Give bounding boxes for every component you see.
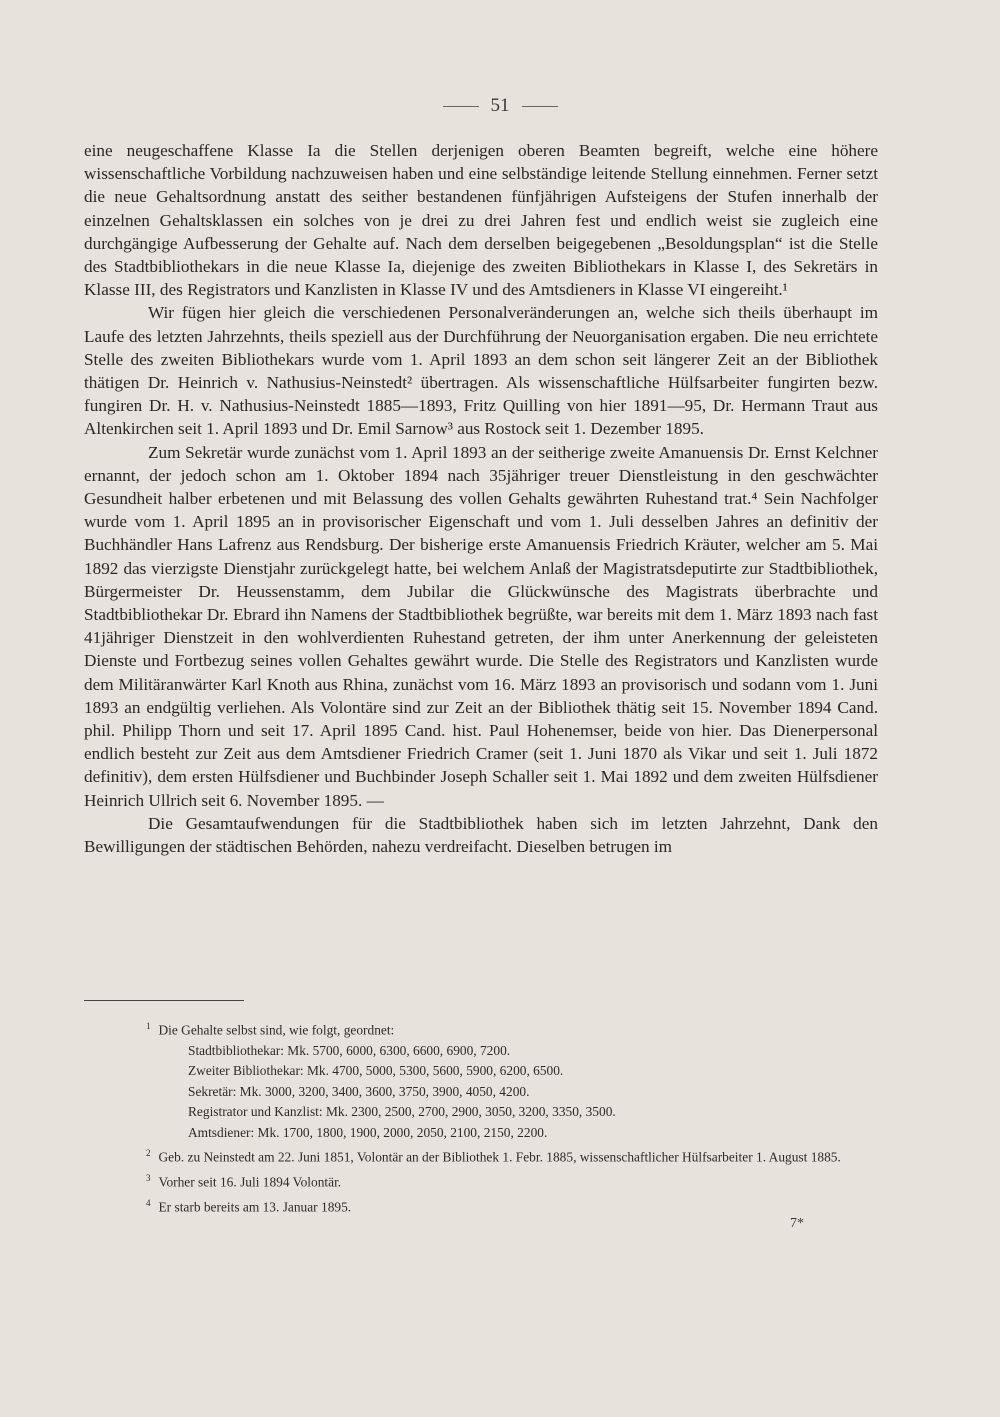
signature-mark: 7* [790,1216,804,1231]
paragraph-2: Wir fügen hier gleich die verschiedenen Personalveränderungen an, welche sich theils überhaupt im Laufe des letzten Jahrzehnts, theils speziell aus der Durchführung der Neuorganisation ergaben. Die neu errichtete Stelle des zweiten Bibliothekars wurde vom 1. April 1893 an dem schon seit längerer Zeit an der Bibliothek thätigen Dr. Heinrich v. Nathusius-Neinstedt² übertragen. Als wissenschaftliche Hülfsarbeiter fungirten bezw. fungiren Dr. H. v. Nathusius-Neinstedt 1885—1893, Fritz Quilling von hier 1891—95, Dr. Hermann Traut aus Altenkirchen seit 1. April 1893 und Dr. Emil Sarnow³ aus Rostock seit 1. Dezember 1895. [84,303,878,439]
header-dash-right [522,106,558,107]
footnote-1-intro: Die Gehalte selbst sind, wie folgt, geordnet: [158,1022,395,1038]
footnote-2 [84,1143,884,1168]
footnotes [84,1016,884,1218]
page-number: 51 [490,95,510,116]
salary-line: Registrator und Kanzlist: Mk. 2300, 2500, 2700, 2900, 3050, 3200, 3350, 3500. [188,1104,616,1120]
footnote-1-mark: 1 [146,1021,151,1031]
footnote-rule [84,1000,244,1001]
footnote-4 [84,1193,884,1218]
footnote-2-mark: 2 [146,1148,151,1159]
footnote-1 [84,1016,884,1041]
paragraph-1: eine neugeschaffene Klasse Ia die Stellen derjenigen oberen Beamten begreift, welche eine höhere wissenschaftliche Vorbildung nachzuweisen haben und eine selbständige leitende Stellung einnehmen. Ferner setzt die neue Gehaltsordnung anstatt des seither bestandenen fünfjährigen Aufsteigens der Stufen innerhalb der einzelnen Gehaltsklassen ein solches von je drei zu drei Jahren fest und endlich weist sie zugleich eine durchgängige Aufbesserung der Gehalte auf. Nach dem derselben beigegebenen „Besoldungsplan“ ist die Stelle des Stadtbibliothekars in die neue Klasse Ia, diejenige des zweiten Bibliothekars in Klasse I, des Sekretärs in Klasse III, des Registrators und Kanzlisten in Klasse IV und des Amtsdieners in Klasse VI eingereiht.¹ [84,141,878,300]
paragraph-3: Zum Sekretär wurde zunächst vom 1. April 1893 an der seitherige zweite Amanuensis Dr. Ernst Kelchner ernannt, der jedoch schon am 1. Oktober 1894 nach 35jähriger treuer Dienstleistung in den geschwächter Gesundheit halber erbetenen und mit Belassung des vollen Gehalts gewährten Ruhestand trat.⁴ Sein Nachfolger wurde vom 1. April 1895 an in provisorischer Eigenschaft und vom 1. Juli desselben Jahres an definitiv der Buchhändler Hans Lafrenz aus Rendsburg. Der bisherige erste Amanuensis Friedrich Kräuter, welcher am 5. Mai 1892 das vierzigste Dienstjahr zurückgelegt hatte, bei welchem Anlaß der Magistratsdeputirte zur Stadtbibliothek, Bürgermeister Dr. Heussenstamm, dem Jubilar die Glückwünsche des Magistrats überbrachte und Stadtbibliothekar Dr. Ebrard ihn Namens der Stadtbibliothek begrüßte, war bereits mit dem 1. März 1893 nach fast 41jähriger Dienstzeit in den wohlverdienten Ruhestand getreten, der ihm unter Anerkennung der geleisteten Dienste und Fortbezug seines vollen Gehaltes gewährt wurde. Die Stelle des Registrators und Kanzlisten wurde dem Militäranwärter Karl Knoth aus Rhina, zunächst vom 16. März 1893 an provisorisch und sodann vom 1. Juni 1893 an endgültig verliehen. Als Volontäre sind zur Zeit an der Bibliothek thätig seit 15. November 1894 Cand. phil. Philipp Thorn und seit 17. April 1895 Cand. hist. Paul Hohenemser, beide von hier. Das Dienerpersonal endlich besteht zur Zeit aus dem Amtsdiener Friedrich Cramer (seit 1. Juni 1870 als Vikar und seit 1. Juli 1872 definitiv), dem ersten Hülfsdiener und Buchbinder Joseph Schaller seit 1. Mai 1892 und dem zweiten Hülfsdiener Heinrich Ullrich seit 6. November 1895. — [84,442,878,810]
page-header [0,95,1000,117]
header-dash-left [443,106,479,107]
salary-line: Stadtbibliothekar: Mk. 5700, 6000, 6300, 6600, 6900, 7200. [188,1042,511,1058]
footnote-3 [84,1168,884,1193]
body-text [84,139,878,858]
salary-line: Zweiter Bibliothekar: Mk. 4700, 5000, 5300, 5600, 5900, 6200, 6500. [188,1063,564,1079]
footnote-4-text: Er starb bereits am 13. Januar 1895. [158,1199,352,1215]
paragraph-4: Die Gesamtaufwendungen für die Stadtbibliothek haben sich im letzten Jahrzehnt, Dank den Bewilligungen der städtischen Behörden, nahezu verdreifacht. Dieselben betrugen im [84,813,878,857]
footnote-2-text: Geb. zu Neinstedt am 22. Juni 1851, Volontär an der Bibliothek 1. Febr. 1885, wissenschaftlicher Hülfsarbeiter 1. August 1885. [158,1149,841,1165]
footnote-4-mark: 4 [146,1198,151,1209]
salary-line: Amtsdiener: Mk. 1700, 1800, 1900, 2000, 2050, 2100, 2150, 2200. [188,1124,548,1140]
footnote-3-mark: 3 [146,1173,151,1184]
footnote-3-text: Vorher seit 16. Juli 1894 Volontär. [158,1174,342,1190]
salary-line: Sekretär: Mk. 3000, 3200, 3400, 3600, 3750, 3900, 4050, 4200. [188,1083,530,1099]
